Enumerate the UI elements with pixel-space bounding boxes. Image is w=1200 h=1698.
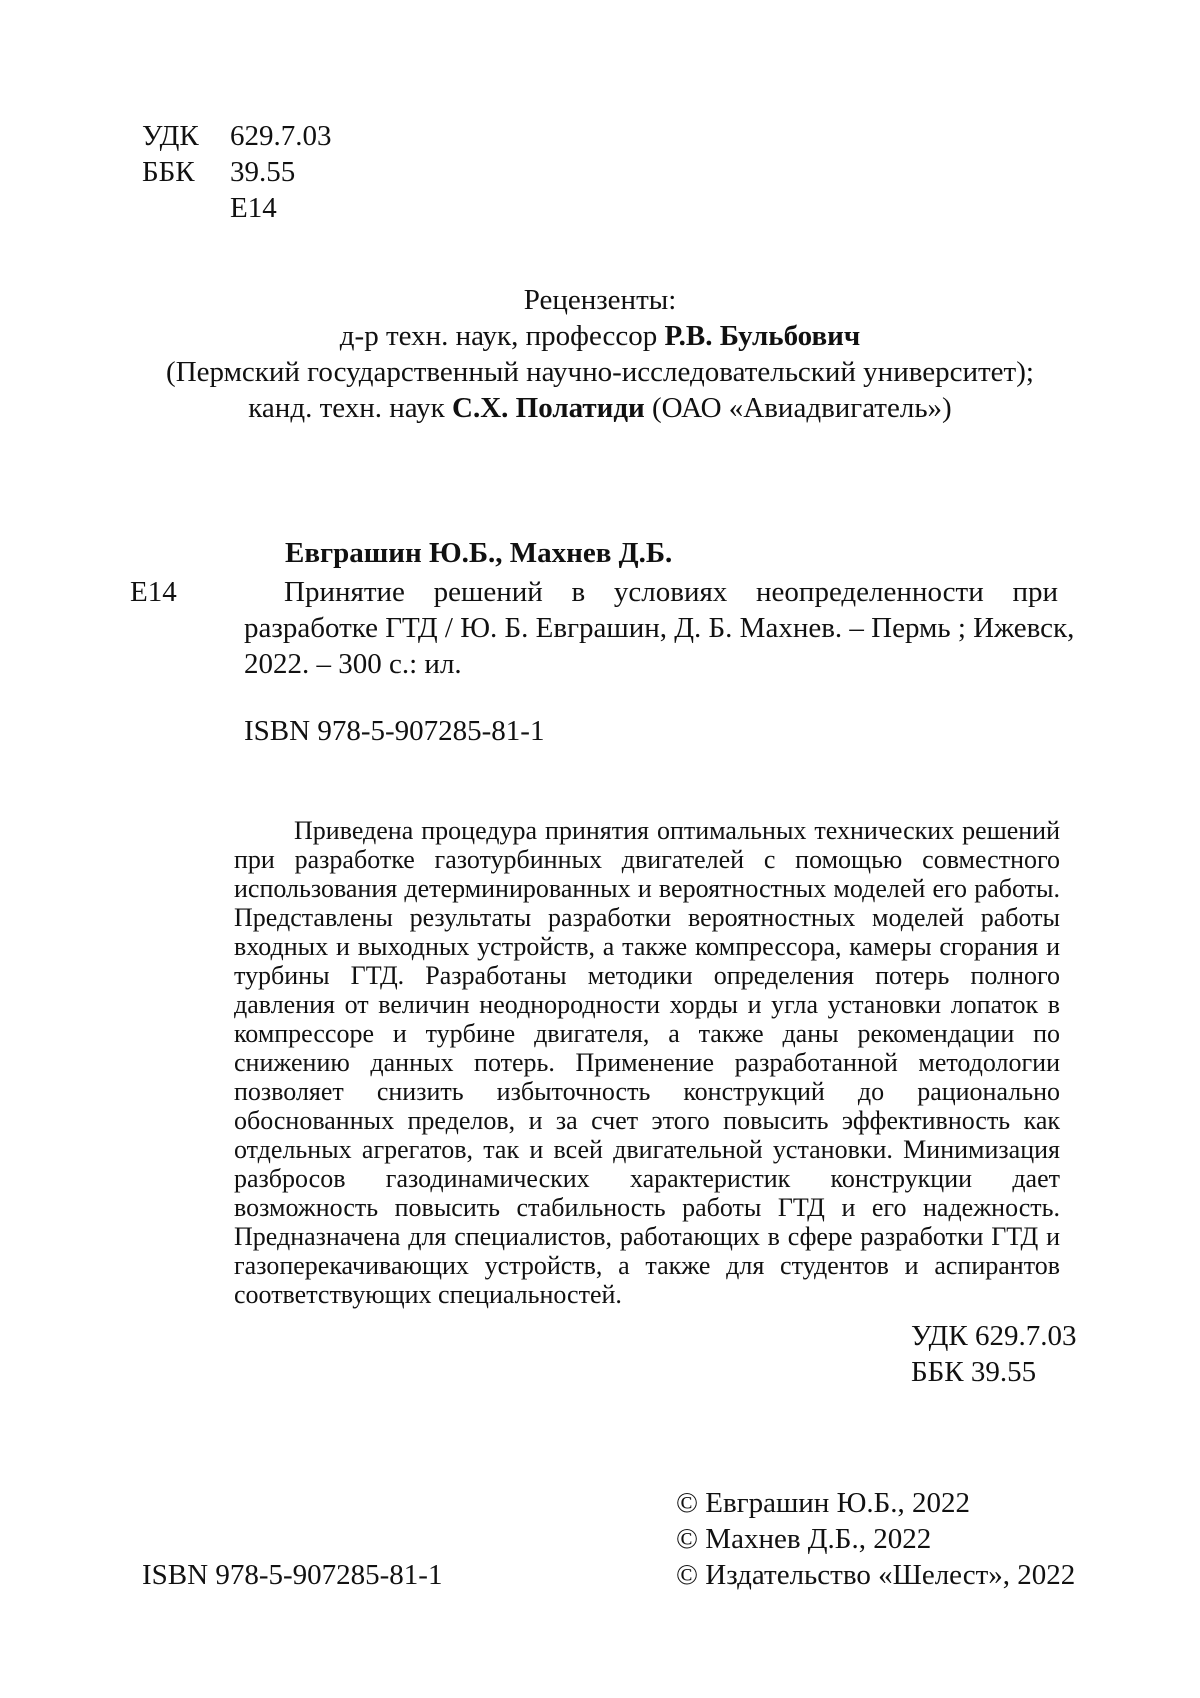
reviewers-block: [120, 282, 1080, 426]
bbk-bottom: ББК 39.55: [911, 1356, 1037, 1388]
title-line-3: 2022. – 300 с.: ил.: [244, 648, 462, 680]
copyright-line: © Издательство «Шелест», 2022: [676, 1559, 1076, 1591]
abstract-text: Приведена процедура принятия оптимальных технических решений при разработке газотурбинных двигателей с помощью совместного использования детерминированных и вероятностных моделей его работы. Представлены результаты разработки вероятностных моделей работы входных и выходных устройств, а также компрессора, камеры сгорания и турбины ГТД. Разработаны методики определения потерь полного давления от величин неоднородности хорды и угла установки лопаток в компрессоре и турбине двигателя, а также даны рекомендации по снижению данных потерь. Применение разработанной методологии позволяет снизить избыточность конструкций до рационально обоснованных пределов, и за счет этого повысить эффективность как отдельных агрегатов, так и всей двигательной установки. Минимизация разбросов газодинамических характеристик конструкции дает возможность повысить стабильность работы ГТД и его надежность. Предназначена для специалистов, работающих в сфере разработки ГТД и газоперекачивающих устройств, а также для студентов и аспирантов соответствующих специальностей.: [234, 816, 1060, 1309]
reviewer-2: [120, 390, 1080, 426]
reviewer-2-affiliation: (ОАО «Авиадвигатель»): [644, 392, 952, 424]
authors-heading: Евграшин Ю.Б., Махнев Д.Б.: [285, 537, 673, 569]
author-mark-row: [142, 190, 332, 226]
reviewer-2-name: С.Х. Полатиди: [452, 392, 645, 424]
classification-top: [142, 118, 332, 226]
reviewer-1: [120, 318, 1080, 354]
isbn-bottom: ISBN 978-5-907285-81-1: [142, 1559, 443, 1591]
reviewers-heading: Рецензенты:: [523, 284, 677, 316]
reviewer-2-title: канд. техн. наук: [248, 392, 453, 424]
reviewer-1-name: Р.В. Бульбович: [664, 320, 861, 352]
reviewer-1-title: д-р техн. наук, профессор: [339, 320, 665, 352]
bbk-row: [142, 154, 332, 190]
bibliographic-description: [244, 574, 1075, 749]
udk-value: 629.7.03: [230, 120, 332, 152]
title-line-1: Принятие решений в условиях неопределенности при: [284, 576, 1058, 608]
udk-label: УДК: [142, 120, 199, 152]
author-mark-side: Е14: [130, 576, 177, 608]
udk-row: [142, 118, 332, 154]
author-mark-top: Е14: [230, 192, 277, 224]
isbn-record: ISBN 978-5-907285-81-1: [244, 715, 545, 747]
bbk-label: ББК: [142, 156, 195, 188]
abstract: [234, 816, 1060, 1309]
copyright-line: © Махнев Д.Б., 2022: [676, 1523, 932, 1555]
bbk-value: 39.55: [230, 156, 296, 188]
copyright-block: [676, 1485, 1075, 1593]
reviewer-1-affiliation: (Пермский государственный научно-исследовательский университет);: [166, 356, 1034, 388]
udk-bottom: УДК 629.7.03: [911, 1320, 1077, 1352]
classification-bottom: [911, 1318, 1076, 1390]
copyright-line: © Евграшин Ю.Б., 2022: [676, 1487, 971, 1519]
title-line-2: разработке ГТД / Ю. Б. Евграшин, Д. Б. Махнев. – Пермь ; Ижевск,: [244, 612, 1075, 644]
